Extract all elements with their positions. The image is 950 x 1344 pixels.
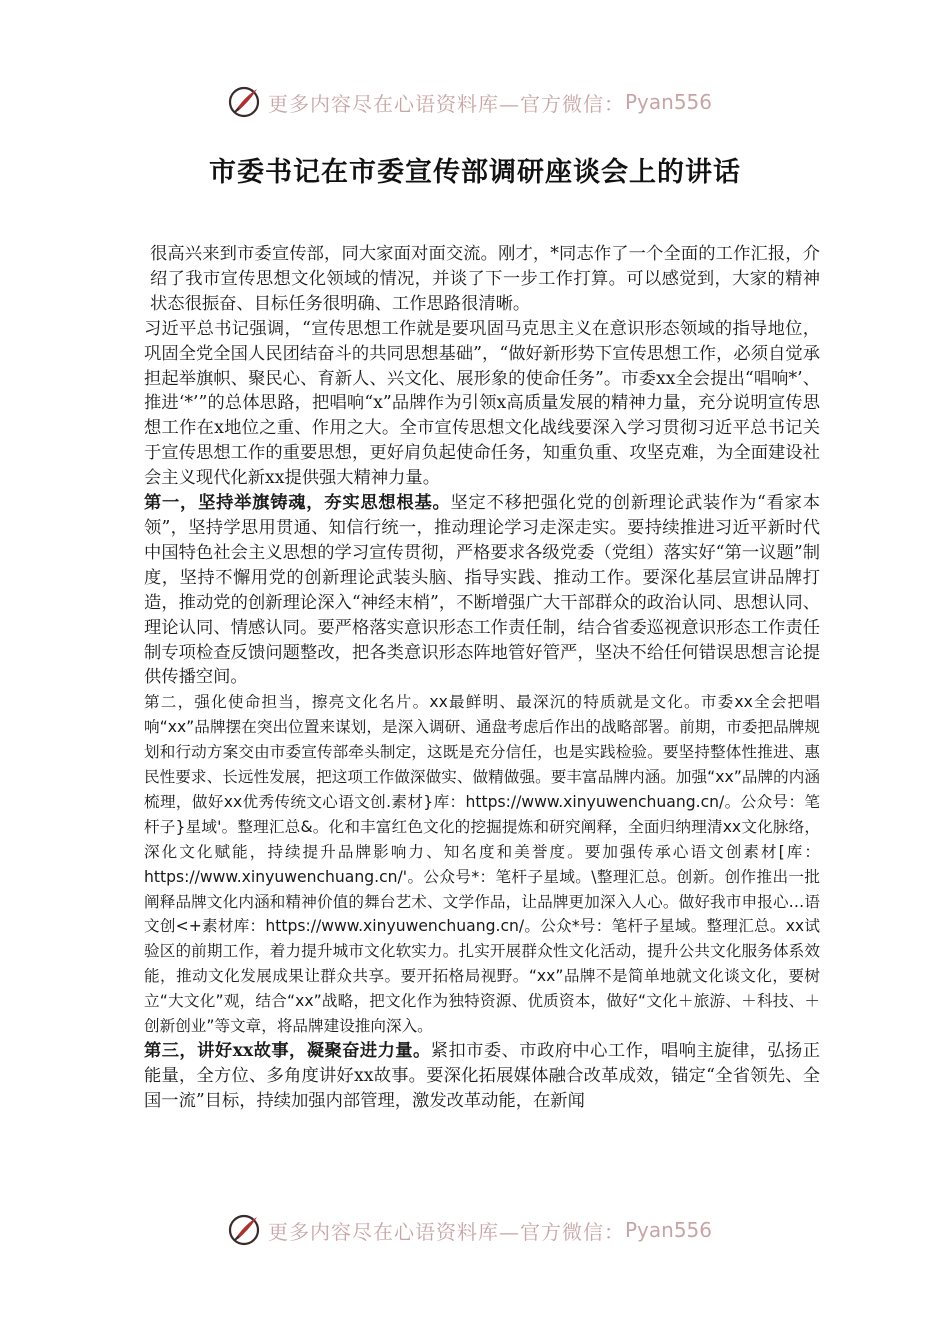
quill-logo-icon: [226, 1212, 262, 1248]
first-point-body: 坚定不移把强化党的创新理论武装作为“看家本领”，坚持学思用贯通、知信行统一，推动理论学习走深走实。要持续推进习近平新时代中国特色社会主义思想的学习宣传贯彻，严格要求各级党委（党组）落实好“第一议题”制度，坚持不懈用党的创新理论武装头脑、指导实践、推动工作。要深化基层宣讲品牌打造，推动党的创新理论深入“神经末梢”，不断增强广大干部群众的政治认同、思想认同、理论认同、情感认同。要严格落实意识形态工作责任制，结合省委巡视意识形态工作责任制专项检查反馈问题整改，把各类意识形态阵地管好管严，坚决不给任何错误思想言论提供传播空间。: [144, 493, 820, 688]
document-title: 市委书记在市委宣传部调研座谈会上的讲话: [209, 157, 741, 188]
quill-logo-icon: [226, 84, 262, 120]
footer-banner-text: 更多内容尽在心语资料库—官方微信：: [268, 1219, 625, 1244]
paragraph-quote: 习近平总书记强调，“宣传思想工作就是要巩固马克思主义在意识形态领域的指导地位，巩固全党全国人民团结奋斗的共同思想基础”，“做好新形势下宣传思想工作，必须自觉承担起举旗帜、聚民心、育新人、兴文化、展形象的使命任务”。市委xx全会提出“唱响*’、推进‘*’”的总体思路，把唱响“x”品牌作为引领x高质量发展的精神力量，充分说明宣传思想工作在x地位之重、作用之大。全市宣传思想文化战线要深入学习贯彻习近平总书记关于宣传思想工作的重要思想，更好肩负起使命任务，知重负重、攻坚克难，为全面建设社会主义现代化新xx提供强大精神力量。: [144, 318, 820, 489]
document-body: [144, 242, 820, 1114]
paragraph-second-point: 第二，强化使命担当，擦亮文化名片。xx最鲜明、最深沉的特质就是文化。市委xx全会把唱响“xx”品牌摆在突出位置来谋划，是深入调研、通盘考虑后作出的战略部署。前期，市委把品牌规划和行动方案交由市委宣传部牵头制定，这既是充分信任，也是实践检验。要坚持整体性推进、惠民性要求、长远性发展，把这项工作做深做实、做精做强。要丰富品牌内涵。加强“xx”品牌的内涵梳理，做好xx优秀传统文心语文创.素材}库：https://www.xinyuwenchuang.cn/。公众号：笔杆子}星域'。整理汇总&。化和丰富红色文化的挖掘提炼和研究阐释，全面归纳理清xx文化脉络，深化文化赋能，持续提升品牌影响力、知名度和美誉度。要加强传承心语文创素材[库：https://www.xinyuwenchuang.cn/'。公众号*：笔杆子星域。\整理汇总。创新。创作推出一批阐释品牌文化内涵和精神价值的舞台艺术、文学作品，让品牌更加深入人心。做好我市申报心…语文创<+素材库：https://www.xinyuwenchuang.cn/。公众*号：笔杆子星域。整理汇总。xx试验区的前期工作，着力提升城市文化软实力。扎实开展群众性文化活动，提升公共文化服务体系效能，推动文化发展成果让群众共享。要开拓格局视野。“xx”品牌不是简单地就文化谈文化，要树立“大文化”观，结合“xx”战略，把文化作为独特资源、优质资本，做好“文化＋旅游、＋科技、＋创新创业”等文章，将品牌建设推向深入。: [144, 693, 820, 1036]
paragraph-intro: 很高兴来到市委宣传部，同大家面对面交流。刚才，*同志作了一个全面的工作汇报，介绍了我市宣传思想文化领域的情况，并谈了下一步工作打算。可以感觉到，大家的精神状态很振奋、目标任务很明确、工作思路很清晰。: [150, 244, 820, 314]
footer-banner: [226, 1210, 746, 1250]
third-point-heading: 第三，讲好xx故事，凝聚奋进力量。: [144, 1041, 431, 1061]
third-point-body: 紧扣市委、市政府中心工作，唱响主旋律，弘扬正能量，全方位、多角度讲好xx故事。要深化拓展媒体融合改革成效，锚定“全省领先、全国一流”目标，持续加强内部管理，激发改革动能，在新闻: [144, 1041, 820, 1111]
paragraph-third-point: [144, 1039, 820, 1114]
header-banner: [226, 82, 746, 122]
header-wechat-id: Pyan556: [625, 90, 713, 114]
header-banner-text: 更多内容尽在心语资料库—官方微信：: [268, 91, 625, 116]
first-point-heading: 第一，坚持举旗铸魂，夯实思想根基。: [144, 493, 451, 514]
footer-wechat-id: Pyan556: [625, 1218, 713, 1242]
paragraph-first-point: [144, 491, 820, 690]
